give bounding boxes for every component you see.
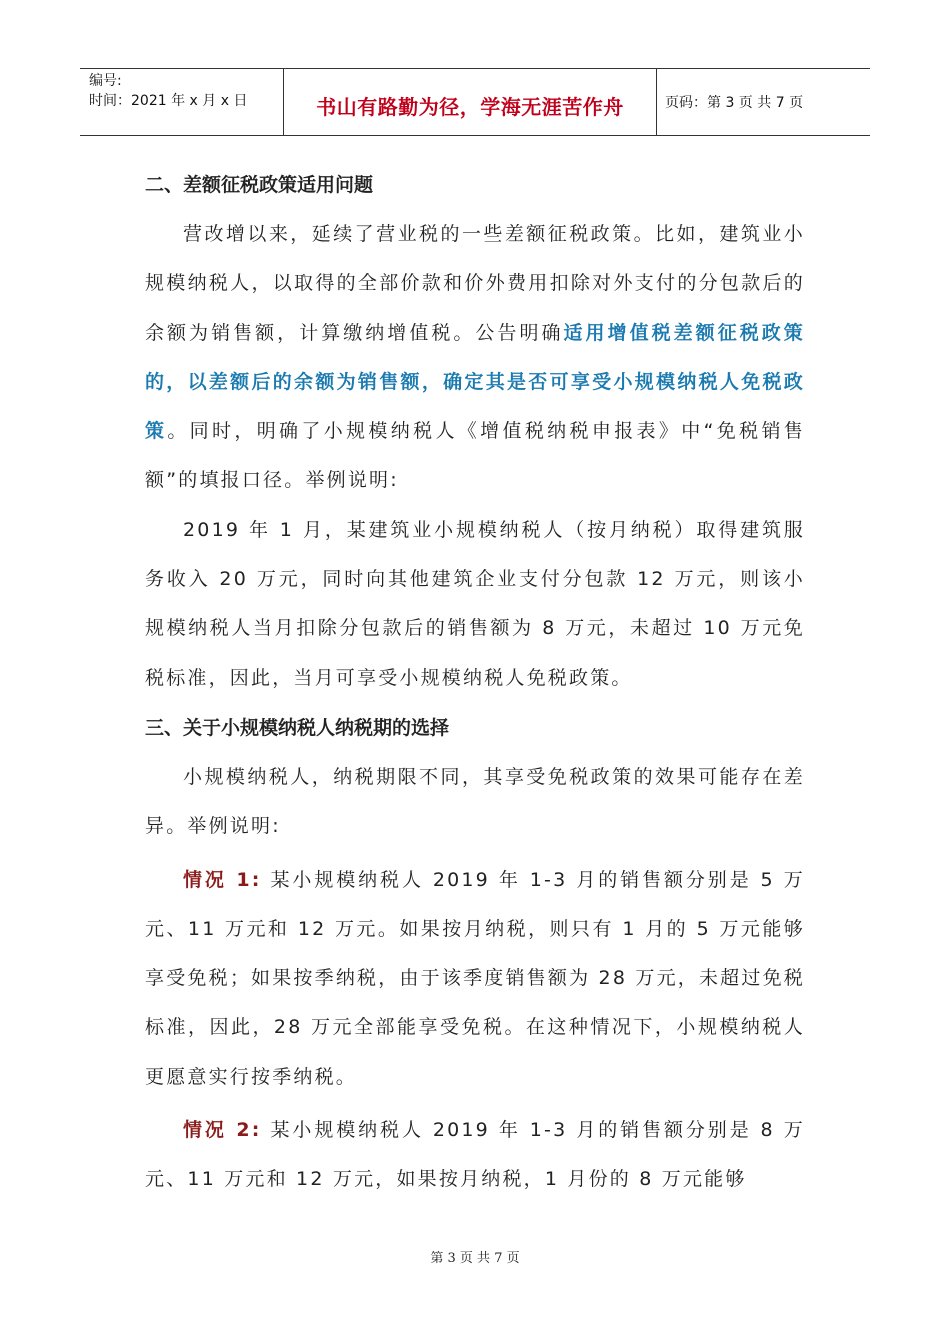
header-info-cell [80,69,283,135]
case-2-text: 某小规模纳税人 2019 年 1-3 月的销售额分别是 8 万元、11 万元和 12 万元，如果按月纳税，1 月份的 8 万元能够 [145,1119,805,1191]
doc-number-label: 编号: [89,73,122,89]
doc-date-label: 时间：2021 年 x 月 x 日 [89,93,248,109]
case-1-paragraph [145,856,805,1102]
highlighted-policy-text: 适用增值税差额征税政策的，以差额后的余额为销售额，确定其是否可享受小规模纳税人免税政策 [145,321,805,443]
section-heading-2: 二、差额征税政策适用问题 [145,174,374,196]
header-page-cell [657,69,870,135]
section3-paragraph-1: 小规模纳税人，纳税期限不同，其享受免税政策的效果可能存在差异。举例说明: [145,765,805,838]
case-2-label: 情况 2: [183,1119,262,1142]
case-1-label: 情况 1: [183,868,262,891]
section2-paragraph-1 [145,210,805,506]
section2-example-paragraph: 2019 年 1 月，某建筑业小规模纳税人（按月纳税）取得建筑服务收入 20 万元，同时向其他建筑企业支付分包款 12 万元，则该小规模纳税人当月扣除分包款后的销售额为 8 万元，未超过 10 万元免税标准，因此，当月可享受小规模纳税人免税政策。 [145,518,805,689]
header-page-number: 页码：第 3 页 共 7 页 [665,95,804,111]
section-heading-3: 三、关于小规模纳税人纳税期的选择 [145,716,450,739]
text-run: 。同时，明确了小规模纳税人《增值税纳税申报表》中“免税销售额”的填报口径。举例说明: [145,420,805,492]
header-motto-cell [283,69,657,135]
case-1-text: 某小规模纳税人 2019 年 1-3 月的销售额分别是 5 万元、11 万元和 12 万元。如果按月纳税，则只有 1 月的 5 万元能够享受免税；如果按季纳税，由于该季度销售额为 28 万元，未超过免税标准，因此，28 万元全部能享受免税。在这种情况下，小规模纳税人更愿意实行按季纳税。 [145,868,805,1088]
document-body [145,160,805,1205]
header-motto: 书山有路勤为径，学海无涯苦作舟 [316,94,624,119]
case-2-paragraph [145,1106,805,1205]
page-header [80,68,870,136]
text-run: 营改增以来，延续了营业税的一些差额征税政策。比如，建筑业小规模纳税人，以取得的全部价款和价外费用扣除对外支付的分包款后的余额为销售额，计算缴纳增值税。公告明确 [145,223,805,344]
page-footer: 第 3 页 共 7 页 [430,1251,520,1266]
